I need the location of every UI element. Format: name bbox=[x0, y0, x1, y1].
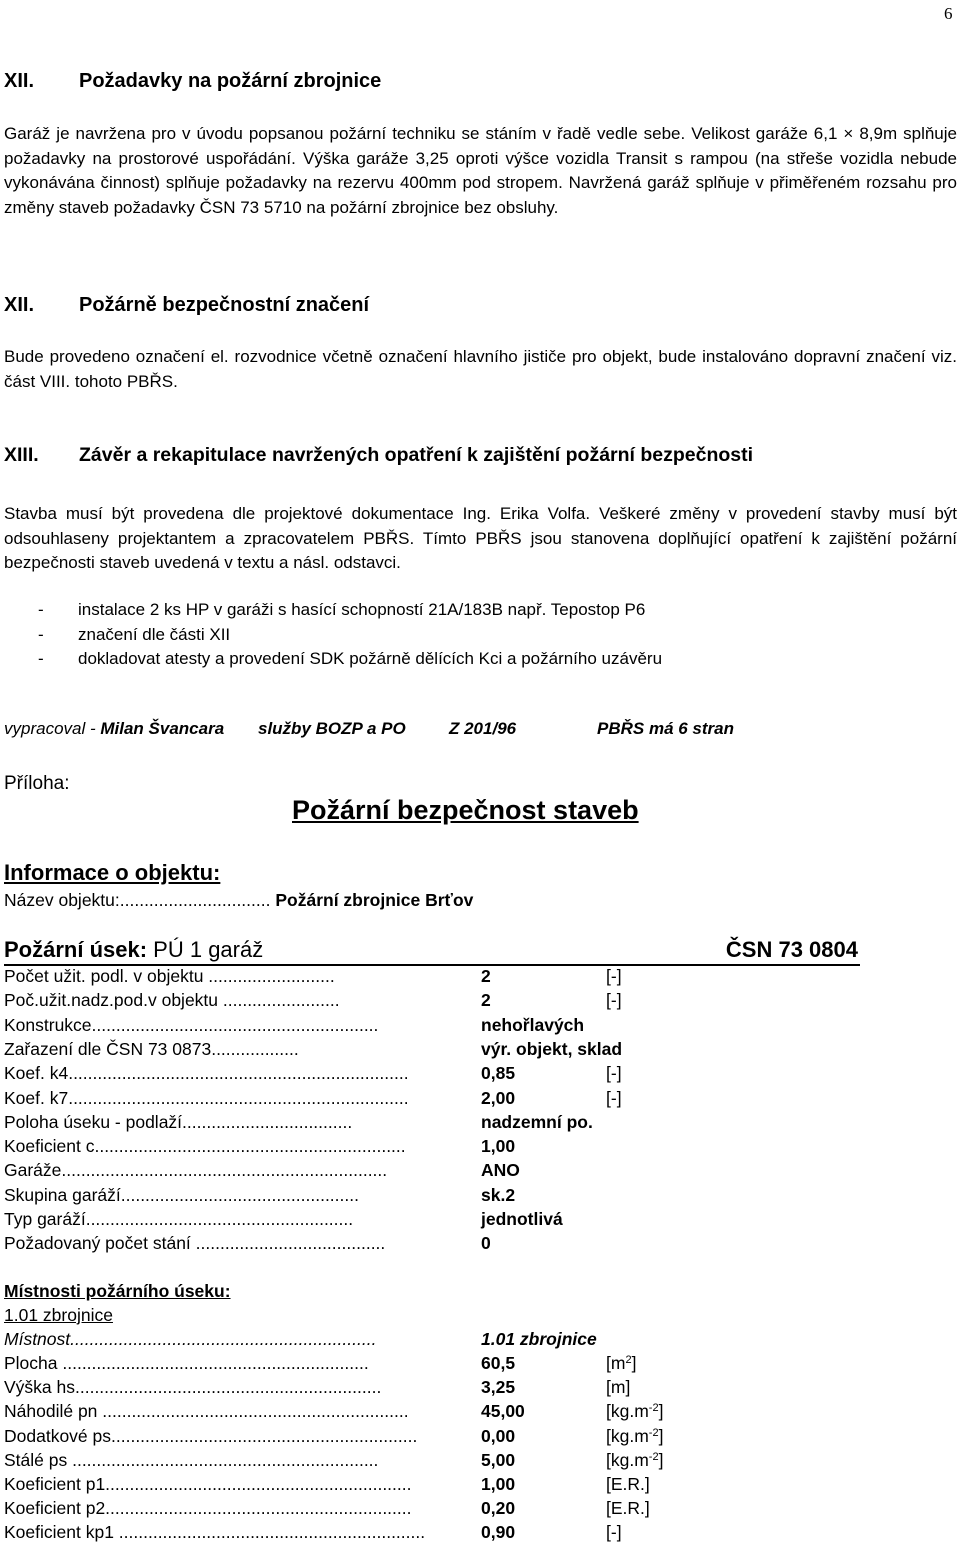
parameter-label: Poloha úseku - podlaží................................... bbox=[4, 1111, 353, 1132]
unit-exponent: -2 bbox=[648, 1426, 659, 1439]
section-number: XIII. bbox=[4, 444, 39, 466]
signature-pages: PBŘS má 6 stran bbox=[597, 719, 734, 738]
section-heading bbox=[4, 444, 954, 470]
room-param-label: Náhodilé pn ............................................................... bbox=[4, 1401, 409, 1422]
room-param-row bbox=[4, 1450, 704, 1474]
unit-exponent: 2 bbox=[625, 1354, 632, 1366]
room-param-unit: [E.R.] bbox=[606, 1498, 650, 1519]
section-title: Požadavky na požární zbrojnice bbox=[79, 70, 382, 92]
parameter-row bbox=[4, 1209, 704, 1233]
parameter-value: nadzemní po. bbox=[481, 1111, 593, 1132]
room-name: 1.01 zbrojnice bbox=[4, 1305, 113, 1325]
list-item: - značení dle části XII bbox=[38, 624, 231, 644]
parameter-row bbox=[4, 1088, 704, 1112]
parameter-value: sk.2 bbox=[481, 1184, 516, 1205]
parameter-value: 2 bbox=[481, 990, 491, 1011]
room-param-row bbox=[4, 1329, 704, 1353]
section-number: XII. bbox=[4, 70, 35, 92]
parameter-row bbox=[4, 1015, 704, 1039]
room-param-value: 1.01 zbrojnice bbox=[481, 1329, 597, 1349]
signature-line bbox=[4, 719, 224, 739]
signature-org-wrap bbox=[258, 719, 406, 739]
room-param-label: Výška hs............................................................... bbox=[4, 1377, 382, 1398]
parameter-value: 0,85 bbox=[481, 1063, 516, 1084]
room-param-row bbox=[4, 1353, 704, 1377]
fire-section-standard: ČSN 73 0804 bbox=[725, 937, 858, 962]
room-param-label: Koeficient p2............................................................... bbox=[4, 1498, 412, 1519]
object-info-heading: Informace o objektu: bbox=[4, 860, 221, 885]
room-param-label: Dodatkové ps............................................................... bbox=[4, 1425, 418, 1446]
parameter-value: 2 bbox=[481, 966, 491, 986]
room-param-row bbox=[4, 1426, 704, 1450]
parameter-label: Koef. k7...................................................................... bbox=[4, 1087, 409, 1108]
room-param-label: Koeficient p1............................................................... bbox=[4, 1474, 412, 1494]
object-name-row bbox=[4, 890, 473, 911]
signature-org: služby BOZP a PO bbox=[258, 719, 406, 738]
room-param-value: 0,20 bbox=[481, 1498, 516, 1519]
parameter-value: 0 bbox=[481, 1233, 491, 1254]
parameter-label: Zařazení dle ČSN 73 0873.................. bbox=[4, 1038, 299, 1059]
parameter-value: výr. objekt, sklad bbox=[481, 1038, 623, 1059]
room-param-row bbox=[4, 1401, 704, 1425]
parameter-value: nehořlavých bbox=[481, 1014, 585, 1035]
parameter-row bbox=[4, 990, 704, 1014]
section-heading bbox=[4, 70, 904, 96]
parameter-value: 1,00 bbox=[481, 1136, 516, 1157]
room-param-row bbox=[4, 1498, 704, 1522]
signature-name: Milan Švancara bbox=[100, 719, 225, 738]
parameter-label: Koeficient c................................................................ bbox=[4, 1136, 406, 1157]
room-param-label: Plocha ............................................................... bbox=[4, 1353, 369, 1373]
parameter-label: Požadovaný počet stání ....................................... bbox=[4, 1233, 386, 1254]
list-item: - instalace 2 ks HP v garáži s hasící schopností 21A/183B např. Tepostop P6 bbox=[38, 600, 646, 619]
room-param-unit: [-] bbox=[606, 1522, 622, 1543]
room-param-unit: $[kg.m^{-2}]$ bbox=[606, 1425, 664, 1446]
parameter-label: Konstrukce........................................................... bbox=[4, 1014, 379, 1035]
parameter-unit: [-] bbox=[606, 1087, 622, 1108]
parameter-row bbox=[4, 1160, 704, 1184]
section-number: XII. bbox=[4, 294, 35, 316]
parameter-label: Garáže................................................................... bbox=[4, 1160, 388, 1181]
document-title: Požární bezpečnost staveb bbox=[292, 795, 639, 825]
parameter-unit: [-] bbox=[606, 1063, 622, 1084]
object-name-label: Název objektu:............................... bbox=[4, 890, 271, 910]
parameter-label: Poč.užit.nadz.pod.v objektu ........................ bbox=[4, 990, 340, 1011]
section-text: Bude provedeno označení el. rozvodnice včetně označení hlavního jističe pro objekt, bude instalováno dopravní značení viz. část VIII. tohoto PBŘS. bbox=[4, 347, 957, 391]
attachment-label: Příloha: bbox=[4, 773, 70, 794]
signature-license: Z 201/96 bbox=[449, 719, 517, 738]
room-param-label: Místnost............................................................... bbox=[4, 1329, 377, 1349]
parameter-row bbox=[4, 1233, 704, 1257]
parameter-label: Koef. k4...................................................................... bbox=[4, 1063, 409, 1084]
parameter-row bbox=[4, 1039, 704, 1063]
parameter-unit: [-] bbox=[606, 966, 622, 986]
room-param-row bbox=[4, 1474, 704, 1498]
fire-section-row bbox=[4, 937, 860, 966]
signature-pages-wrap bbox=[597, 719, 734, 739]
signature-prefix: vypracoval - bbox=[4, 719, 101, 738]
room-param-value: 45,00 bbox=[481, 1401, 525, 1422]
room-param-value: 0,00 bbox=[481, 1425, 516, 1446]
parameter-label: Skupina garáží................................................. bbox=[4, 1184, 359, 1205]
parameter-row bbox=[4, 1063, 704, 1087]
rooms-heading: Místnosti požárního úseku: bbox=[4, 1281, 231, 1301]
room-param-value: 3,25 bbox=[481, 1377, 516, 1398]
parameter-value: 2,00 bbox=[481, 1087, 516, 1108]
fire-section-label: Požární úsek: bbox=[4, 937, 148, 962]
list-item: - dokladovat atesty a provedení SDK požárně dělících Kci a požárního uzávěru bbox=[38, 649, 663, 668]
parameter-value: jednotlivá bbox=[481, 1209, 563, 1229]
parameter-row bbox=[4, 966, 704, 990]
room-param-unit: $[m^2]$ bbox=[606, 1353, 637, 1373]
unit-exponent: -2 bbox=[648, 1450, 659, 1463]
room-param-label: Stálé ps ............................................................... bbox=[4, 1449, 379, 1470]
room-param-unit: [E.R.] bbox=[606, 1474, 650, 1494]
section-title: Závěr a rekapitulace navržených opatření k zajištění požární bezpečnosti bbox=[79, 444, 754, 466]
parameter-row bbox=[4, 1112, 704, 1136]
page-number: 6 bbox=[944, 4, 953, 23]
object-name-value: Požární zbrojnice Brťov bbox=[275, 890, 474, 910]
parameter-row bbox=[4, 1136, 704, 1160]
room-param-label: Koeficient kp1 ............................................................... bbox=[4, 1522, 426, 1543]
parameter-label: Typ garáží....................................................... bbox=[4, 1209, 354, 1229]
parameter-value: ANO bbox=[481, 1160, 520, 1181]
fire-section-value: PÚ 1 garáž bbox=[153, 937, 264, 962]
room-param-value: 60,5 bbox=[481, 1353, 516, 1373]
unit-exponent: -2 bbox=[648, 1402, 659, 1415]
room-param-value: 5,00 bbox=[481, 1449, 516, 1470]
room-param-unit: [m] bbox=[606, 1377, 631, 1398]
section-text: Stavba musí být provedena dle projektové dokumentace Ing. Erika Volfa. Veškeré změny v provedení stavby musí být odsouhlaseny projektantem a zpracovatelem PBŘS. Tímto PBŘS jsou stanovena doplňující opatření k zajištění požární bezpečnosti staveb uvedená v textu a násl. odstavci. bbox=[4, 504, 957, 573]
section-heading bbox=[4, 294, 904, 320]
signature-license-wrap bbox=[449, 719, 516, 739]
room-param-unit: $[kg.m^{-2}]$ bbox=[606, 1401, 664, 1422]
room-param-unit: $[kg.m^{-2}]$ bbox=[606, 1449, 664, 1470]
parameter-unit: [-] bbox=[606, 990, 622, 1011]
room-param-value: 0,90 bbox=[481, 1522, 516, 1543]
section-text: Garáž je navržena pro v úvodu popsanou požární techniku se stáním v řadě vedle sebe. Velikost garáže 6,1 × 8,9m splňuje požadavky na prostorové uspořádání. Výška garáže 3,25 oproti výšce vozidla Transit s rampou (na střeše vozidla nebude vykonávána činnost) splňuje požadavky na rezervu 400mm pod stropem. Navržená garáž splňuje v přiměřeném rozsahu pro změny staveb požadavky ČSN 73 5710 na požární zbrojnice bez obsluhy. bbox=[4, 124, 957, 218]
section-title: Požárně bezpečnostní značení bbox=[79, 294, 370, 316]
room-param-row bbox=[4, 1522, 704, 1546]
parameter-row bbox=[4, 1185, 704, 1209]
room-param-row bbox=[4, 1377, 704, 1401]
room-param-value: 1,00 bbox=[481, 1474, 516, 1494]
measures-list bbox=[38, 598, 662, 672]
parameter-label: Počet užit. podl. v objektu .......................... bbox=[4, 966, 335, 986]
